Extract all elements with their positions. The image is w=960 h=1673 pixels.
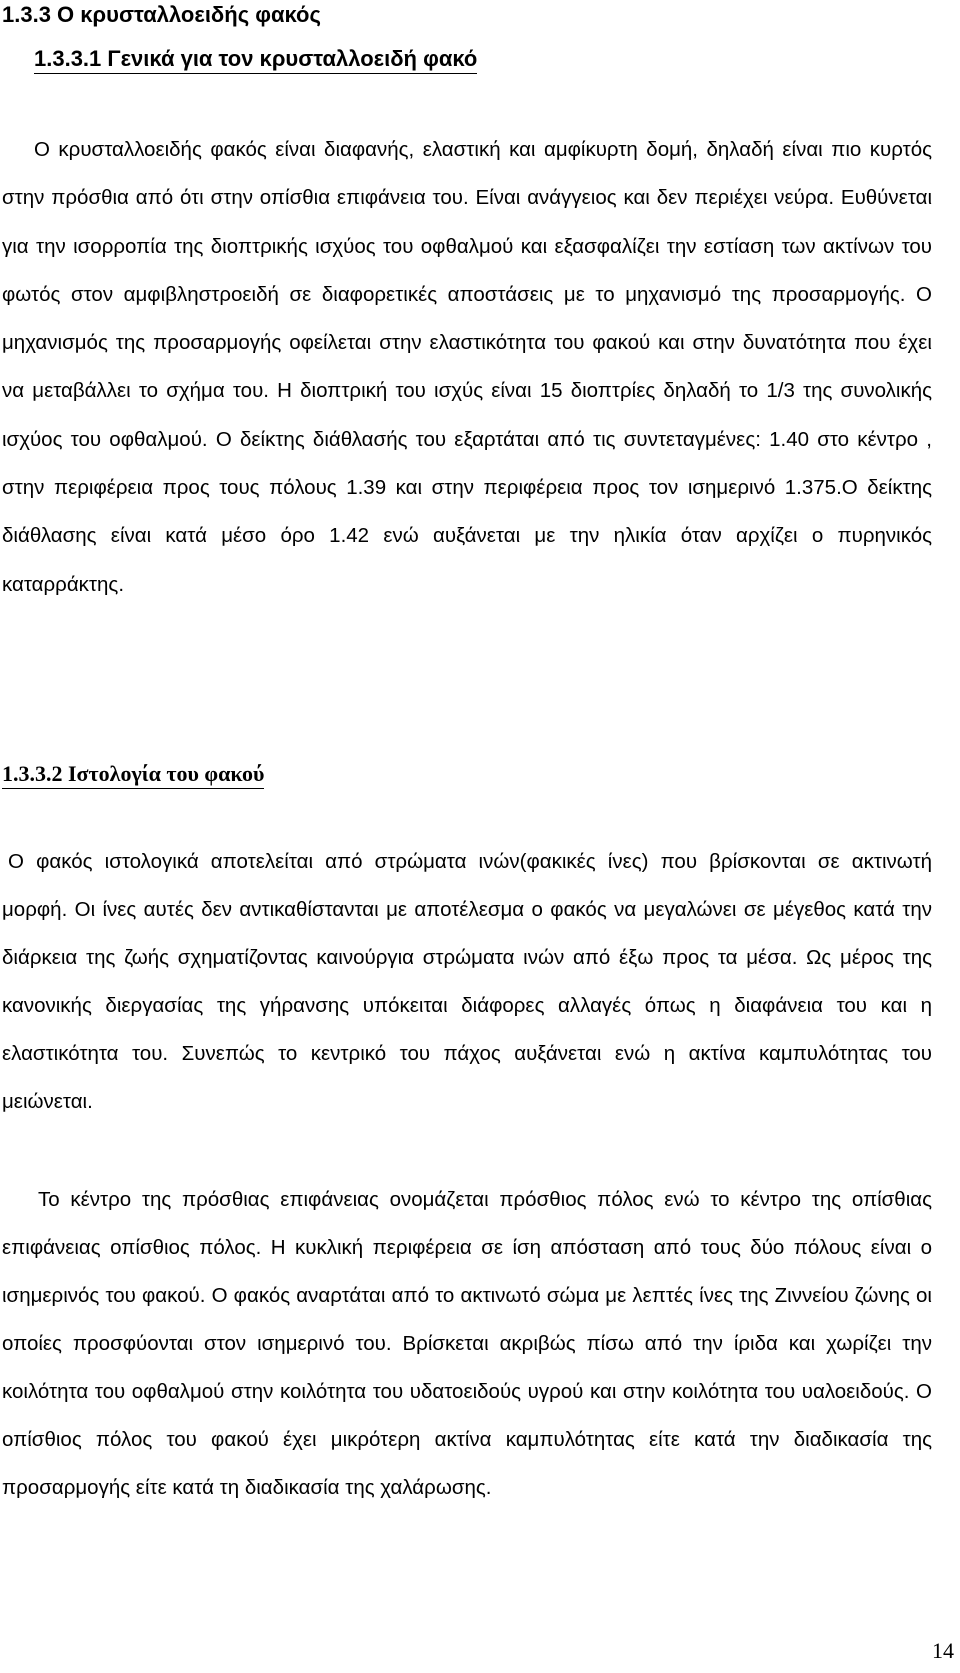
paragraph-general: Ο κρυσταλλοειδής φακός είναι διαφανής, ελαστική και αμφίκυρτη δομή, δηλαδή είναι πιο κυρτός στην πρόσθια από ότι στην οπίσθια επιφάνεια του. Είναι ανάγγειος και δεν περιέχει νεύρα. Ευθύνεται για την ισορροπία της διοπτρικής ισχύος του οφθαλμού και εξασφαλίζει την εστίαση των ακτίνων του φωτός στον αμφιβληστροειδή σε διαφορετικές αποστάσεις με το μηχανισμό της προσαρμογής. Ο μηχανισμός της προσαρμογής οφείλεται στην ελαστικότητα του φακού και στην δυνατότητα που έχει να μεταβάλλει το σχήμα του. Η διοπτρική του ισχύς είναι 15 διοπτρίες δηλαδή το 1/3 της συνολικής ισχύος του οφθαλμού. Ο δείκτης διάθλασής του εξαρτάται από τις συντεταγμένες: 1.40 στο κέντρο , στην περιφέρεια προς τους πόλους 1.39 και στην περιφέρεια προς τον ισημερινό 1.375.Ο δείκτης διάθλασης είναι κατά μέσο όρο 1.42 ενώ αυξάνεται με την ηλικία όταν αρχίζει ο πυρηνικός καταρράκτης. (2, 138, 932, 596)
page-number: 14 (932, 1638, 954, 1663)
paragraph-histology: Ο φακός ιστολογικά αποτελείται από στρώματα ινών(φακικές ίνες) που βρίσκονται σε ακτινωτή μορφή. Οι ίνες αυτές δεν αντικαθίστανται με αποτέλεσμα ο φακός να μεγαλώνει σε μέγεθος κατά την διάρκεια της ζωής σχηματίζοντας καινούργια στρώματα ινών από έξω προς τα μέσα. Ως μέρος της κανονικής διεργασίας της γήρανσης υπόκειται διάφορες αλλαγές όπως η διαφάνεια του και η ελαστικότητα του. Συνεπώς το κεντρικό του πάχος αυξάνεται ενώ η ακτίνα καμπυλότητας του μειώνεται. (2, 850, 932, 1113)
paragraph-anatomy: Το κέντρο της πρόσθιας επιφάνειας ονομάζεται πρόσθιος πόλος ενώ το κέντρο της οπίσθιας επιφάνειας οπίσθιος πόλος. Η κυκλική περιφέρεια σε ίση απόσταση από τους δύο πόλους είναι ο ισημερινός του φακού. Ο φακός αναρτάται από το ακτινωτό σώμα με λεπτές ίνες της Ζιννείου ζώνης οι οποίες προσφύονται στον ισημερινό του. Βρίσκεται ακριβώς πίσω από την ίριδα και χωρίζει την κοιλότητα του οφθαλμού στην κοιλότητα του υδατοειδούς υγρού και στην κοιλότητα του υαλοειδούς. Ο οπίσθιος πόλος του φακού έχει μικρότερη ακτίνα καμπυλότητας είτε κατά την διαδικασία της προσαρμογής είτε κατά τη διαδικασία της χαλάρωσης. (2, 1188, 932, 1499)
section-heading: 1.3.3 Ο κρυσταλλοειδής φακός (2, 2, 321, 27)
subsection-heading-histology: 1.3.3.2 Ιστολογία του φακού (2, 761, 264, 789)
subsection-heading-general: 1.3.3.1 Γενικά για τον κρυσταλλοειδή φακό (34, 46, 477, 74)
